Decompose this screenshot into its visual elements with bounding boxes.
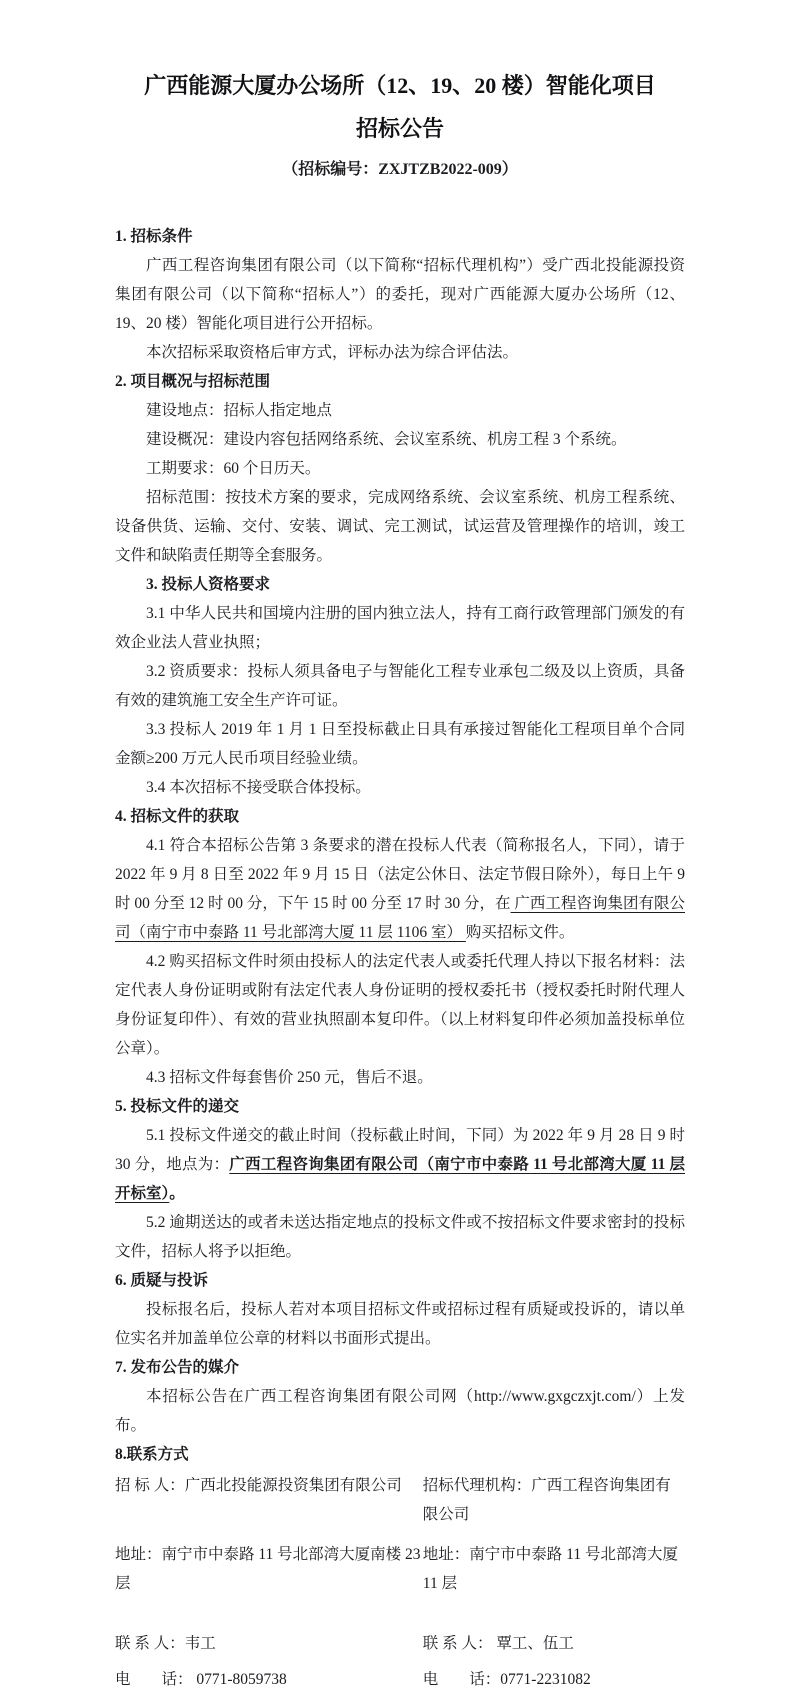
paragraph <box>115 251 685 338</box>
section-heading <box>115 802 685 831</box>
paragraph <box>115 1208 685 1266</box>
text-run: 3.4 本次招标不接受联合体投标。 <box>146 779 371 796</box>
contact-row <box>115 1665 685 1694</box>
contact-right: 地址：南宁市中泰路 11 号北部湾大厦 11 层 <box>422 1546 678 1592</box>
section-heading <box>115 1353 685 1382</box>
text-run: 3.1 中华人民共和国境内注册的国内独立法人，持有工商行政管理部门颁发的有效企业法人营业执照； <box>115 605 685 651</box>
contact-section <box>115 1471 685 1694</box>
paragraph <box>115 396 685 425</box>
contact-left: 联 系 人：韦工 <box>115 1635 216 1652</box>
tender-number: （招标编号：ZXJTZB2022-009） <box>282 161 518 178</box>
text-run: 5. 投标文件的递交 <box>115 1098 240 1115</box>
document-subtitle: 招标公告 <box>355 116 444 141</box>
contact-row <box>115 1471 685 1529</box>
text-run: 5.2 逾期送达的或者未送达指定地点的投标文件或不按招标文件要求密封的投标文件，招标人将予以拒绝。 <box>115 1214 685 1260</box>
section-heading <box>115 222 685 251</box>
text-run: 5.1 投标文件递交的截止时间（投标截止时间，下同）为 2022 年 9 月 28 日 9 时 30 分，地点为： <box>115 1127 685 1173</box>
text-run: 建设地点：招标人指定地点 <box>146 402 333 419</box>
contact-row <box>115 1540 685 1598</box>
text-run: 4.1 符合本招标公告第 3 条要求的潜在投标人代表（简称报名人，下同），请于 2022 年 9 月 8 日至 2022 年 9 月 15 日（法定公休日、法定节假日除外），每日上午 9 时 00 分至 12 时 00 分，下午 15 时 00 分至 17 时 30 分，在 <box>115 837 685 912</box>
text-run: 4.3 招标文件每套售价 250 元，售后不退。 <box>146 1069 433 1086</box>
paragraph <box>115 1121 685 1208</box>
contact-right: 电 话：0771-2231082 <box>422 1671 591 1688</box>
text-run: 本次招标采取资格后审方式，评标办法为综合评估法。 <box>146 344 519 361</box>
text-run: 3.2 资质要求：投标人须具备电子与智能化工程专业承包二级及以上资质，具备有效的建筑施工安全生产许可证。 <box>115 663 685 709</box>
underlined-text: 广西工程咨询集团有限公司（南宁市中泰路 11 号北部湾大厦 11 层开标室） <box>115 1156 685 1202</box>
paragraph <box>115 454 685 483</box>
section-heading <box>115 1440 685 1469</box>
paragraph <box>115 599 685 657</box>
paragraph <box>115 483 685 570</box>
text-run: 1. 招标条件 <box>115 228 193 245</box>
text-run: 。 <box>169 1185 185 1202</box>
section-heading <box>115 570 685 599</box>
text-run: 3.3 投标人 2019 年 1 月 1 日至投标截止日具有承接过智能化工程项目单个合同金额≥200 万元人民币项目经验业绩。 <box>115 721 685 767</box>
contact-left: 电 话： 0771-8059738 <box>115 1671 287 1688</box>
text-run: 招标范围：按技术方案的要求，完成网络系统、会议室系统、机房工程系统、设备供货、运输、交付、安装、调试、完工测试，试运营及管理操作的培训，竣工文件和缺陷责任期等全套服务。 <box>115 489 685 564</box>
contact-row <box>115 1629 685 1658</box>
paragraph <box>115 715 685 773</box>
text-run: 本招标公告在广西工程咨询集团有限公司网（http://www.gxgczxjt.com/）上发布。 <box>115 1388 685 1434</box>
section-heading <box>115 1092 685 1121</box>
document-title: 广西能源大厦办公场所（12、19、20 楼）智能化项目 <box>144 73 656 98</box>
text-run: 工期要求：60 个日历天。 <box>146 460 321 477</box>
text-run: 广西工程咨询集团有限公司（以下简称“招标代理机构”）受广西北投能源投资集团有限公司（以下简称“招标人”）的委托，现对广西能源大厦办公场所（12、19、20 楼）智能化项目进行公开招标。 <box>115 257 685 332</box>
contact-left: 招 标 人：广西北投能源投资集团有限公司 <box>115 1477 402 1494</box>
text-run: 8.联系方式 <box>115 1446 189 1463</box>
text-run: 4. 招标文件的获取 <box>115 808 240 825</box>
text-run: 4.2 购买招标文件时须由投标人的法定代表人或委托代理人持以下报名材料：法定代表人身份证明或附有法定代表人身份证明的授权委托书（授权委托时附代理人身份证复印件）、有效的营业执照副本复印件。（以上材料复印件必须加盖投标单位公章）。 <box>115 953 685 1057</box>
contact-right: 联 系 人： 覃工、伍工 <box>422 1635 574 1652</box>
paragraph <box>115 1382 685 1440</box>
text-run: 3. 投标人资格要求 <box>146 576 271 593</box>
paragraph <box>115 773 685 802</box>
text-run: 投标报名后，投标人若对本项目招标文件或招标过程有质疑或投诉的，请以单位实名并加盖单位公章的材料以书面形式提出。 <box>115 1301 685 1347</box>
paragraph <box>115 657 685 715</box>
document-body <box>115 222 685 1469</box>
paragraph <box>115 1063 685 1092</box>
text-run: 2. 项目概况与招标范围 <box>115 373 271 390</box>
text-run: 建设概况：建设内容包括网络系统、会议室系统、机房工程 3 个系统。 <box>146 431 627 448</box>
contact-left: 地址：南宁市中泰路 11 号北部湾大厦南楼 23 层 <box>115 1546 421 1592</box>
paragraph <box>115 1295 685 1353</box>
contact-right: 招标代理机构：广西工程咨询集团有限公司 <box>422 1477 671 1523</box>
underlined-text: 广西工程咨询集团有限公司（南宁市中泰路 11 号北部湾大厦 11 层 1106 室） <box>115 895 685 941</box>
text-run: 6. 质疑与投诉 <box>115 1272 209 1289</box>
text-run: 购买招标文件。 <box>465 924 575 941</box>
section-heading <box>115 1266 685 1295</box>
paragraph <box>115 338 685 367</box>
paragraph <box>115 831 685 947</box>
paragraph <box>115 947 685 1063</box>
text-run: 7. 发布公告的媒介 <box>115 1359 240 1376</box>
paragraph <box>115 425 685 454</box>
section-heading <box>115 367 685 396</box>
